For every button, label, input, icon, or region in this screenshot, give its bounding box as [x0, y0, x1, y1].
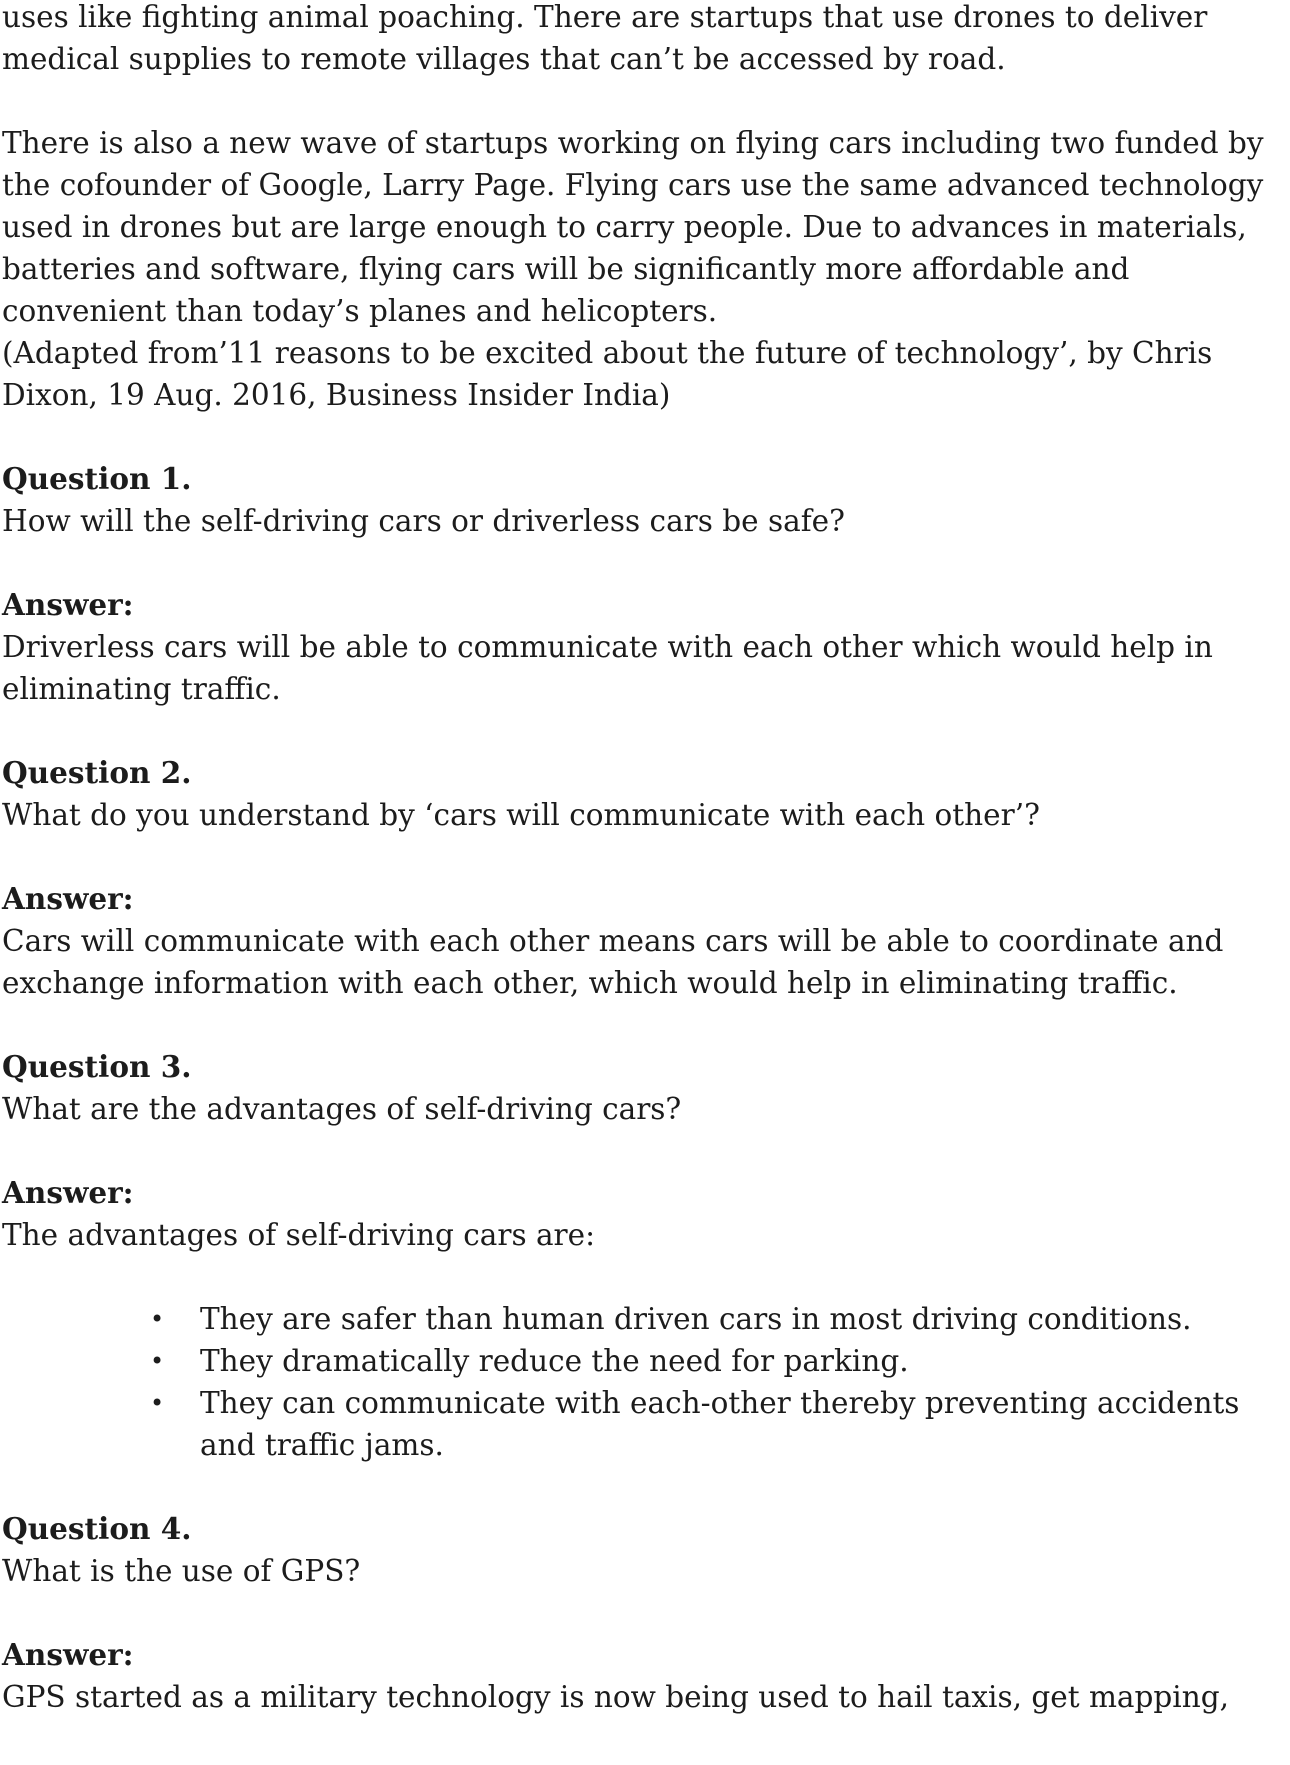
intro-paragraph: There is also a new wave of startups working on flying cars including two funded by the cofounder of Google, Larry Page. Flying cars use the same advanced technology used in drones but are large enough to carry people. Due to advances in materials, batteries and software, flying cars will be significantly more affordable and convenient than today’s planes and helicopters. — [2, 126, 1264, 328]
question-heading: Question 2. — [2, 755, 192, 790]
answer-text: The advantages of self-driving cars are: — [2, 1218, 596, 1252]
answer-label: Answer: — [2, 1637, 134, 1672]
question-block — [2, 752, 1286, 1004]
question-block — [2, 458, 1286, 710]
document-page — [2, 0, 1286, 1718]
question-text: What do you understand by ‘cars will communicate with each other’? — [2, 798, 1040, 832]
question-heading: Question 3. — [2, 1049, 192, 1084]
question-block — [2, 1046, 1286, 1466]
question-text: What are the advantages of self-driving cars? — [2, 1092, 682, 1126]
citation: (Adapted from’11 reasons to be excited about the future of technology’, by Chris Dixon, 19 Aug. 2016, Business Insider India) — [2, 336, 1213, 412]
list-item: • They dramatically reduce the need for parking. — [200, 1340, 1286, 1382]
answer-label: Answer: — [2, 1175, 134, 1210]
answer-text: Driverless cars will be able to communicate with each other which would help in eliminating traffic. — [2, 630, 1213, 706]
list-item: • They are safer than human driven cars in most driving conditions. — [200, 1298, 1286, 1340]
question-block — [2, 1508, 1286, 1718]
question-heading: Question 1. — [2, 461, 192, 496]
advantages-list — [2, 1298, 1286, 1466]
answer-label: Answer: — [2, 587, 134, 622]
question-heading: Question 4. — [2, 1511, 192, 1546]
answer-label: Answer: — [2, 881, 134, 916]
question-text: What is the use of GPS? — [2, 1554, 361, 1588]
answer-text: GPS started as a military technology is now being used to hail taxis, get mapping, — [2, 1680, 1229, 1714]
answer-text: Cars will communicate with each other means cars will be able to coordinate and exchange information with each other, which would help in eliminating traffic. — [2, 924, 1224, 1000]
list-item: • They can communicate with each-other thereby preventing accidents and traffic jams. — [200, 1382, 1286, 1466]
question-text: How will the self-driving cars or driverless cars be safe? — [2, 504, 845, 538]
intro-paragraph: uses like fighting animal poaching. There are startups that use drones to deliver medical supplies to remote villages that can’t be accessed by road. — [2, 0, 1208, 76]
